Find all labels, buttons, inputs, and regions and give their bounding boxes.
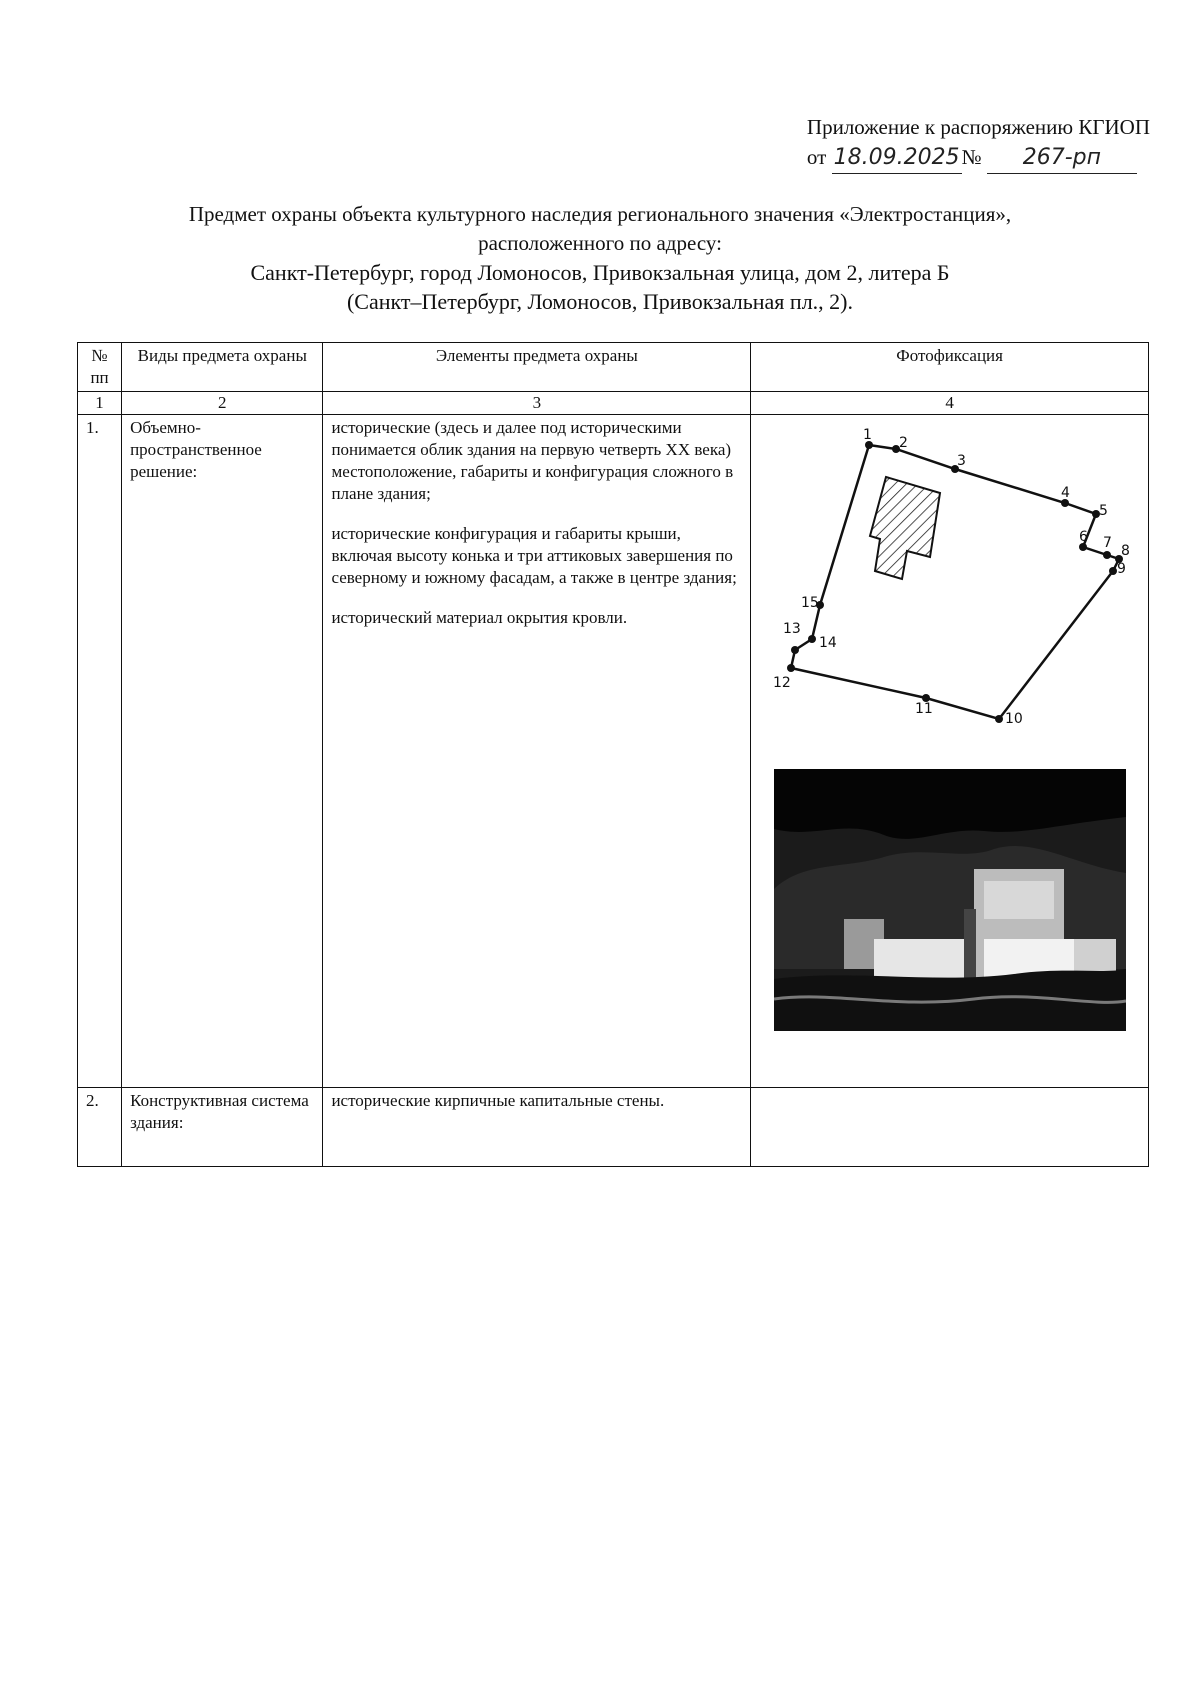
plan-vertex [995,715,1003,723]
row-elements [323,1088,751,1167]
row-elements [323,415,751,1088]
plan-vertex-label: 12 [772,675,791,691]
row-photo-empty [751,1088,1149,1167]
header-photo: Фотофиксация [751,343,1149,392]
plan-vertex-label: 5 [1098,503,1108,519]
element-paragraph: исторический материал окрытия кровли. [331,608,628,627]
header-elements: Элементы предмета охраны [323,343,751,392]
header-kinds: Виды предмета охраны [122,343,323,392]
handwritten-date: 18.09.2025 [832,143,962,174]
plan-vertex-label: 1 [862,427,872,443]
plan-vertex-label: 8 [1120,543,1130,559]
table-header-row [78,343,1149,392]
element-paragraph: исторические кирпичные капитальные стены. [331,1091,665,1110]
title-line-4: (Санкт–Петербург, Ломоносов, Привокзальная пл., 2). [346,289,854,314]
table-row [78,1088,1149,1167]
element-paragraph: исторические (здесь и далее под историческими понимается облик здания на первую четверть XX века) местоположение, габариты и конфигурация сложного в плане здания; [331,418,734,503]
handwritten-number: 267-рп [987,143,1137,174]
plan-vertex-label: 10 [1004,711,1023,727]
col-number-3: 3 [323,392,751,415]
building-photo [774,769,1126,1031]
row-kind: Объемно-пространственное решение: [122,415,323,1088]
plan-vertex-label: 6 [1078,529,1088,545]
title-line-2: расположенного по адресу: [478,231,722,255]
column-number-row [78,392,1149,415]
plan-vertex-label: 15 [800,595,819,611]
table-row [78,415,1149,1088]
col-number-2: 2 [122,392,323,415]
appendix-header [807,112,1150,174]
appendix-date-line [807,142,1150,174]
row-number: 2. [78,1088,122,1167]
protection-table [77,342,1149,1167]
element-paragraph: исторические конфигурация и габариты крыши, включая высоту конька и три аттиковых завершения по северному и южному фасадам, а также в центре здания; [331,524,737,587]
plan-vertex-label: 7 [1102,535,1112,551]
plan-vertex-label: 4 [1060,485,1070,501]
plan-vertex [791,646,799,654]
title-line-3: Санкт-Петербург, город Ломоносов, Привокзальная улица, дом 2, литера Б [250,260,950,285]
number-label: № [961,145,982,169]
site-plan-diagram [765,421,1135,741]
plan-vertex-label: 9 [1116,561,1126,577]
plan-vertex-label: 11 [914,701,933,717]
plan-vertex [787,664,795,672]
title-line-1: Предмет охраны объекта культурного наследия регионального значения «Электростанция», [188,202,1012,226]
row-photo [751,415,1149,1088]
col-number-1: 1 [78,392,122,415]
plan-vertex [1103,551,1111,559]
row-kind: Конструктивная система здания: [122,1088,323,1167]
plan-vertex [1109,567,1117,575]
appendix-title: Приложение к распоряжению КГИОП [806,115,1150,139]
plan-vertex-label: 2 [898,435,908,451]
row-number: 1. [78,415,122,1088]
document-title [0,200,1200,316]
plan-vertex-label: 14 [818,635,837,651]
from-label: от [806,145,827,169]
plan-vertex-label: 13 [782,621,801,637]
header-number: № пп [78,343,122,392]
plan-vertex-label: 3 [956,453,966,469]
col-number-4: 4 [751,392,1149,415]
building-footprint [870,477,940,579]
plan-vertex [808,635,816,643]
